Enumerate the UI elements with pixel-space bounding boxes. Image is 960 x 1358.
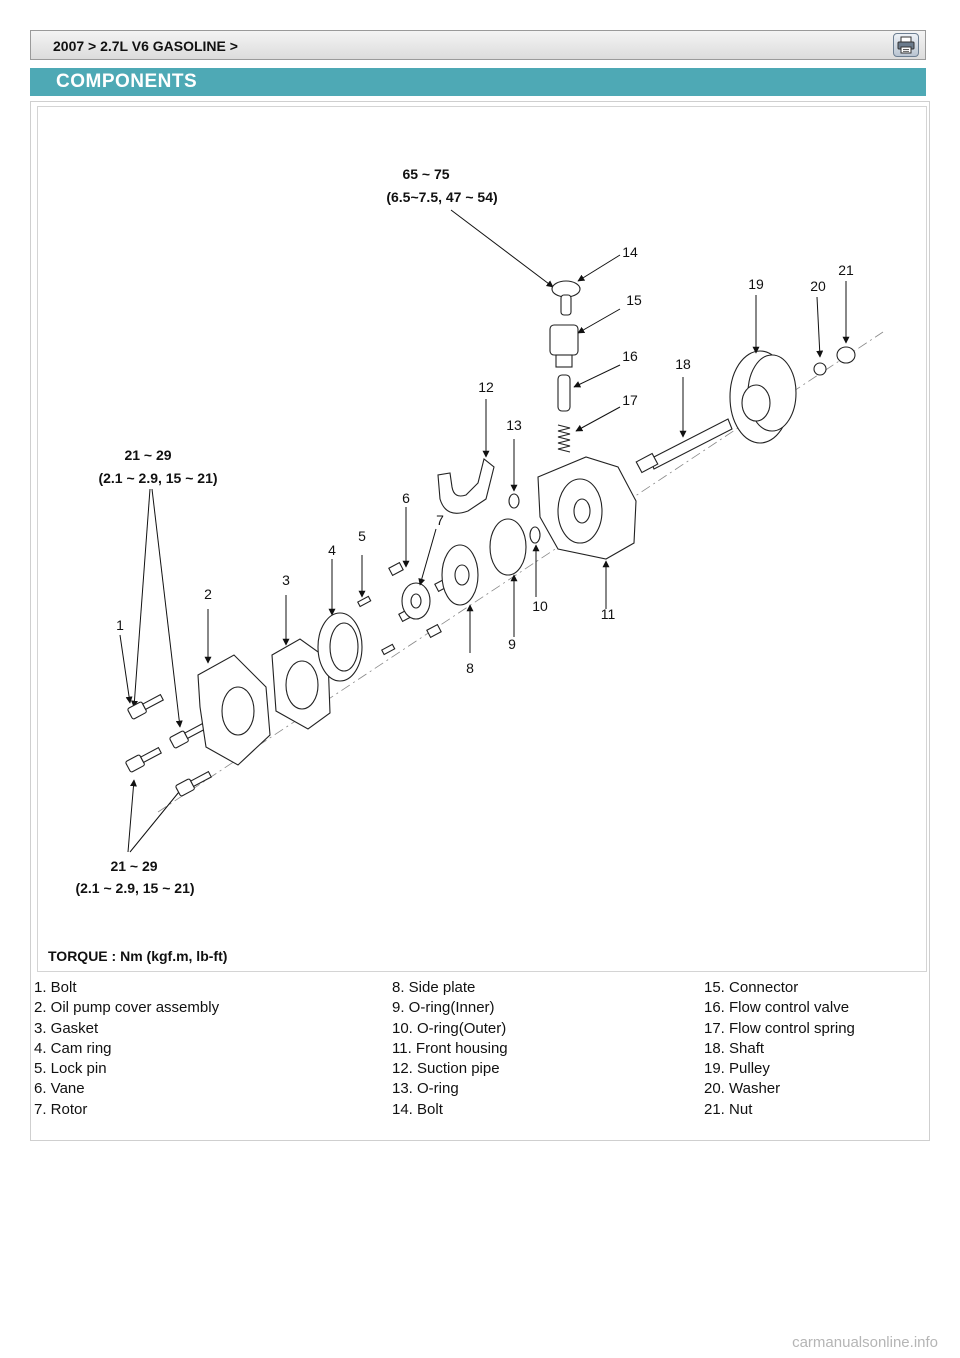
legend-item: 18. Shaft: [704, 1039, 765, 1057]
legend-item: 9. O-ring(Inner): [392, 999, 495, 1017]
torque-top-1: 65 ~ 75: [402, 166, 450, 182]
callout-9: 9: [508, 636, 516, 652]
watermark: carmanualsonline.info: [792, 1334, 938, 1351]
legend-column-1: [34, 978, 219, 1120]
torque-bottom-1: 21 ~ 29: [110, 858, 158, 874]
legend-item: 16. Flow control valve: [704, 999, 850, 1017]
legend-column-2: [392, 978, 508, 1120]
legend-item: 15. Connector: [704, 979, 799, 996]
legend-item: 5. Lock pin: [34, 1060, 107, 1078]
callout-8: 8: [466, 660, 474, 676]
print-button[interactable]: [893, 33, 919, 57]
torque-left-1: 21 ~ 29: [124, 447, 172, 463]
exploded-diagram: [37, 106, 927, 972]
callout-2: 2: [204, 586, 212, 602]
legend-item: 6. Vane: [34, 1080, 85, 1098]
legend-item: 2. Oil pump cover assembly: [34, 999, 220, 1017]
callout-16: 16: [622, 348, 638, 364]
section-title: COMPONENTS: [56, 71, 198, 92]
section-header: [30, 68, 926, 96]
callout-18: 18: [675, 356, 691, 372]
legend-item: 17. Flow control spring: [704, 1019, 855, 1037]
callout-10: 10: [532, 598, 548, 614]
callout-13: 13: [506, 417, 522, 433]
callout-4: 4: [328, 542, 336, 558]
callout-5: 5: [358, 528, 366, 544]
callout-20: 20: [810, 278, 826, 294]
legend-item: 21. Nut: [704, 1100, 753, 1118]
legend-item: 3. Gasket: [34, 1019, 99, 1037]
callout-6: 6: [402, 490, 410, 506]
callout-15: 15: [626, 292, 642, 308]
legend-column-3: [704, 978, 855, 1120]
legend-item: 1. Bolt: [34, 979, 77, 996]
legend-item: 19. Pulley: [704, 1060, 770, 1078]
legend-item: 12. Suction pipe: [392, 1060, 500, 1078]
breadcrumb-bar: [30, 30, 926, 60]
torque-left-2: (2.1 ~ 2.9, 15 ~ 21): [98, 470, 218, 486]
callout-17: 17: [622, 392, 638, 408]
callout-11: 11: [600, 606, 616, 622]
legend-item: 4. Cam ring: [34, 1039, 112, 1057]
callout-7: 7: [436, 512, 444, 528]
torque-top-2: (6.5~7.5, 47 ~ 54): [386, 189, 498, 205]
printer-icon: [894, 34, 918, 56]
callout-19: 19: [748, 276, 764, 292]
oil-pump-diagram: [38, 107, 928, 973]
callout-12: 12: [478, 379, 494, 395]
legend-item: 7. Rotor: [34, 1100, 88, 1118]
breadcrumb[interactable]: 2007 > 2.7L V6 GASOLINE >: [53, 38, 238, 54]
callout-3: 3: [282, 572, 290, 588]
torque-bottom-2: (2.1 ~ 2.9, 15 ~ 21): [75, 880, 195, 896]
legend-item: 20. Washer: [704, 1080, 781, 1098]
callout-1: 1: [116, 617, 124, 633]
legend-item: 11. Front housing: [392, 1039, 508, 1057]
legend-item: 14. Bolt: [392, 1100, 443, 1118]
callout-14: 14: [622, 244, 638, 260]
legend-item: 8. Side plate: [392, 979, 476, 996]
torque-unit: TORQUE : Nm (kgf.m, lb-ft): [48, 948, 228, 964]
legend-item: 10. O-ring(Outer): [392, 1019, 507, 1037]
legend-item: 13. O-ring: [392, 1080, 459, 1098]
callout-21: 21: [838, 262, 854, 278]
